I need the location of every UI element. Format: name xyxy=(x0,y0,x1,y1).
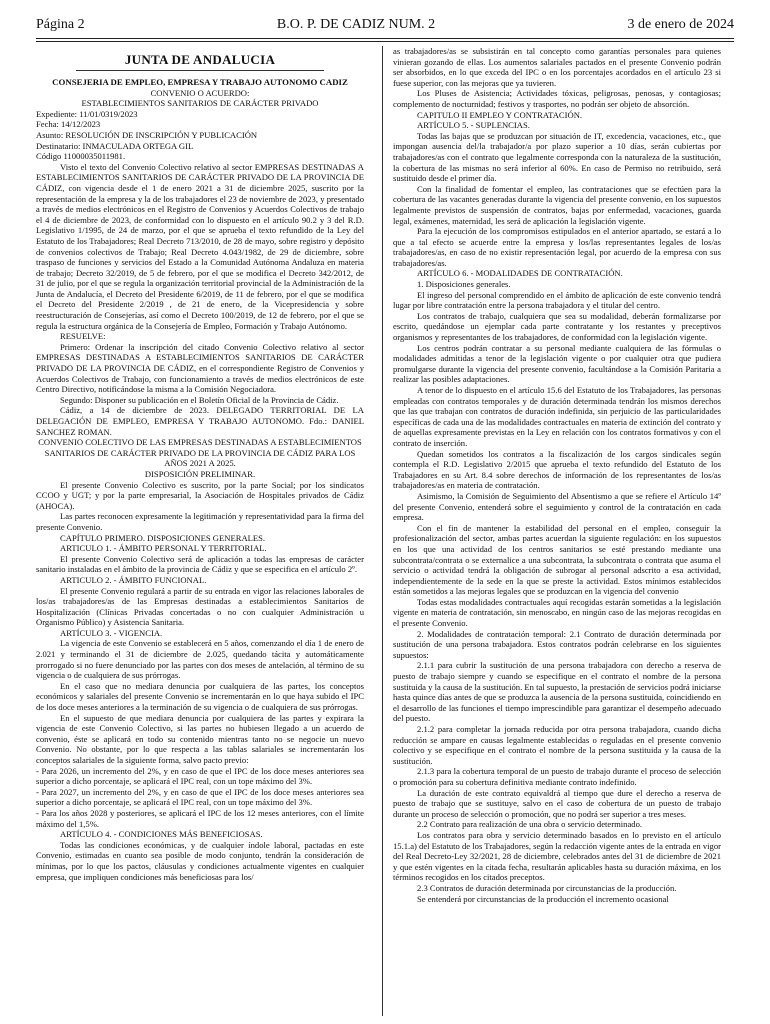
article-heading: ARTICULO 2. - ÁMBITO FUNCIONAL. xyxy=(60,574,207,585)
left-column xyxy=(36,46,364,882)
paragraph: El presente Convenio regulará a partir de su entrada en vigor las relaciones laborales de los/as trabajadores/as de las Empresas destinadas a establecimientos Sanitarios de Hospitalización (Clínicas Privadas concertadas o no con cualquier Administración u Organismo Público) y Asistencia Sanitaria. xyxy=(36,585,364,628)
meta-line: Expediente: 11/01/0319/2023 xyxy=(36,108,138,119)
convenio-label: CONVENIO O ACUERDO: xyxy=(150,87,250,98)
paragraph: Los contratos de trabajo, cualquiera que sea su modalidad, deberán formalizarse por escrito, quedándose un ejemplar cada parte contratante y los restantes y preceptivos organismos y representantes de los trabajadores, de conformidad con la legislación vigente. xyxy=(393,310,721,343)
subheading: 1. Disposiciones generales. xyxy=(417,279,511,290)
right-column xyxy=(393,46,721,904)
paragraph: Todas estas modalidades contractuales aquí recogidas estarán sometidas a la legislación vigente en materia de contratación, sin menoscabo, en ningún caso de las mejoras recogidas en el presente Convenio. xyxy=(393,596,721,629)
paragraph: Asimismo, la Comisión de Seguimiento del Absentismo a que se refiere el Artículo 14º del presente Convenio, entenderá sobre el seguimiento y control de la contratación en cada empresa. xyxy=(393,490,721,523)
ministry-heading: CONSEJERIA DE EMPLEO, EMPRESA Y TRABAJO AUTONOMO CADIZ xyxy=(52,77,348,87)
paragraph: 2. Modalidades de contratación temporal: 2.1 Contrato de duración determinada por sustitución de una persona trabajadora. Estos contratos podrán celebrarse en los siguientes supuestos: xyxy=(393,628,721,660)
list-item: - Para 2026, un incremento del 2%, y en caso de que el IPC de los doce meses anteriores sea superior a dicho porcentaje, se aplicará el IPC real, con un tope máximo del 3%. xyxy=(36,765,364,787)
paragraph: Los Pluses de Asistencia; Actividades tóxicas, peligrosas, penosas, y contagiosas; complemento de nocturnidad; festivos y trasportes, no podrán ser objeto de absorción. xyxy=(393,88,721,109)
chapter-heading: CAPÍTULO PRIMERO. DISPOSICIONES GENERALES. xyxy=(60,532,266,543)
article-heading: ARTÍCULO 6. - MODALIDADES DE CONTRATACIÓN. xyxy=(417,268,623,279)
list-item: - Para los años 2028 y posteriores, se aplicará el IPC de los 12 meses anteriores, con el límite máximo del 1,5%. xyxy=(36,807,364,829)
paragraph: Las partes reconocen expresamente la legitimación y representatividad para la firma del presente Convenio. xyxy=(36,511,364,532)
disposicion-heading: DISPOSICIÓN PRELIMINAR. xyxy=(144,468,256,479)
establishment-heading: ESTABLECIMIENTOS SANITARIOS DE CARÁCTER PRIVADO xyxy=(81,98,319,109)
signature-line: Cádiz, a 14 de diciembre de 2023. DELEGADO TERRITORIAL DE LA DELEGACIÓN DE EMPLEO, EMPRESA Y TRABAJO AUTONOMO. Fdo.: DANIEL SANCHEZ ROMAN. xyxy=(36,405,364,437)
meta-line: Código 11000035011981. xyxy=(36,151,126,162)
paragraph: Con el fin de mantener la estabilidad del personal en el empleo, conseguir la profesionalización del sector, ambas partes acuerdan la siguiente regulación: en los supuestos en los que una actividad de los centros sanitarios se esté prestando mediante una subcontrata/contrata o se externalice a una subcontrata, la subcontrata o contrata que asuma el servicio o actividad tendrá la obligación de subrogar al personal adscrito a esa actividad, independientemente de la sede en la que se preste la actividad. Estos mínimos establecidos están sometidos a las mejoras legales que se produzcan en la vigencia del convenio xyxy=(393,522,721,597)
paragraph: La duración de este contrato equivaldrá al tiempo que dure el derecho a reserva de puesto de trabajo que se sustituye, salvo en el caso de cobertura de un puesto de trabajo durante un proceso de selección o promoción, que no podrá ser superior a tres meses. xyxy=(393,787,721,819)
paragraph: Se entenderá por circunstancias de la producción el incremento ocasional xyxy=(417,893,669,904)
paragraph: 2.1.3 para la cobertura temporal de un puesto de trabajo durante el proceso de selección o promoción para su cobertura definitiva mediante contrato indefinido. xyxy=(393,766,721,787)
meta-line: Asunto: RESOLUCIÓN DE INSCRIPCIÓN Y PUBLICACIÓN xyxy=(36,129,258,140)
page-number: Página 2 xyxy=(36,17,85,32)
paragraph: Todas las bajas que se produzcan por situación de IT, excedencia, vacaciones, etc., que impongan ausencia del/la trabajador/a por plazo superior a 10 días, serán cubiertas por trabajadores/as con el contrato que legalmente corresponda con la naturaleza de la sustitución, la cobertura de las mismas no será inferior al 60%. En caso de Permiso no retribuido, será sustituido desde el primer día. xyxy=(393,130,721,184)
paragraph: Para la ejecución de los compromisos estipulados en el anterior apartado, se estará a lo que a tal efecto se acuerde entre la empresa y los/las representantes legales de los/as trabajadores/as, en caso de no existir representación legal, por acuerdo de la empresa con sus trabajadores/as. xyxy=(393,226,721,268)
article-heading: ARTICULO 1. - ÁMBITO PERSONAL Y TERRITORIAL. xyxy=(60,543,267,554)
paragraph: 2.1.1 para cubrir la sustitución de una persona trabajadora con derecho a reserva de puesto de trabajo siempre y cuando se especifique en el contrato el nombre de la persona sustituida y la causa de la sustitución. En tal supuesto, la prestación de servicios podrá iniciarse hasta quince días antes de que se produzca la ausencia de la persona sustituida, coincidiendo en el desarrollo de las funciones el tiempo imprescindible para garantizar el desempeño adecuado del puesto. xyxy=(393,660,721,724)
article-heading: ARTÍCULO 5. - SUPLENCIAS. xyxy=(417,120,530,131)
paragraph: A tenor de lo dispuesto en el artículo 15.6 del Estatuto de los Trabajadores, las personas empleadas con contratos temporales y de duración determinada tendrán los mismos derechos que las que trabajan con contratos de duración indefinida, sin perjuicio de las particularidades específicas de cada una de las modalidades contractuales en materia de extinción del contrato y de aquellas expresamente previstas en la Ley en relación con los contratos formativos y con el contrato de inserción. xyxy=(393,385,721,448)
paragraph: Primero: Ordenar la inscripción del citado Convenio Colectivo relativo al sector EMPRESAS DESTINADAS A ESTABLECIMIENTOS SANITARIOS DE CARÁCTER PRIVADO DE LA PROVINCIA DE CÁDIZ, en el correspondiente Registro de Convenios y Acuerdos Colectivos de Trabajo, con funcionamiento a través de medios electrónicos de este Centro Directivo, notificándose la misma a la Comisión Negociadora. xyxy=(36,341,364,395)
publication-title: B.O. P. DE CADIZ NUM. 2 xyxy=(276,17,436,32)
paragraph: Todas las condiciones económicas, y de cualquier índole laboral, pactadas en este Convenio, estimadas en cuanto sea posible de modo conjunto, tendrán la consideración de mínimas, por lo que los pactos, cláusulas y condiciones actualmente vigentes en cualquier empresa, que impliquen condiciones más beneficiosas para los/ xyxy=(36,839,364,882)
resuelve-heading: RESUELVE: xyxy=(60,331,106,342)
paragraph: En el supuesto de que mediara denuncia por cualquiera de las partes y expirara la vigencia de este Convenio Colectivo, si las partes no hubiesen llegado a un acuerdo de convenio, éste se aplicará en todo su contenido mientras tanto no se negocie un nuevo Convenio. No obstante, por lo que respecta a las tablas salariales se incrementarán los conceptos salariales de la siguiente forma, salvo pacto previo: xyxy=(36,712,364,765)
section-title: JUNTA DE ANDALUCIA xyxy=(124,52,276,67)
record-metadata xyxy=(36,109,364,162)
meta-line: Fecha: 14/12/2023 xyxy=(36,119,101,130)
subheading: 2.2 Contrato para realización de una obra o servicio determinado. xyxy=(417,819,643,830)
paragraph: La vigencia de este Convenio se establecerá en 5 años, comenzando el día 1 de enero de 2.021 y terminando el 31 de diciembre de 2.025, quedando tácita y automáticamente prorrogado si no fuere denunciado por las partes con dos meses de antelación, al término de su vigencia o de cualquiera de sus prórrogas. xyxy=(36,638,364,681)
list-item: - Para 2027, un incremento del 2%, y en caso de que el IPC de los doce meses anteriores sea superior a dicho porcentaje, se aplicará el IPC real, con un tope máximo del 3%. xyxy=(36,786,364,808)
paragraph: El ingreso del personal comprendido en el ámbito de aplicación de este convenio tendrá lugar por libre contratación entre la persona trabajadora y el titular del centro. xyxy=(393,289,721,311)
header-rule-top xyxy=(36,38,734,39)
paragraph: as trabajadores/as se subsistirán en tal concepto como garantías personales para quienes vinieran gozando de ellas. Los aumentos salariales pactados en el presente Convenio podrán ser absorbidos, en lo que exceda del IPC o en los porcentajes acordados en el artículo 23 si fuese superior, con las mejoras que ya tuvieren. xyxy=(393,46,721,88)
article-heading: ARTÍCULO 3. - VIGENCIA. xyxy=(60,627,163,638)
paragraph: 2.1.2 para completar la jornada reducida por otra persona trabajadora, cuando dicha reducción se ampare en causas legalmente establecidas o reguladas en el presente convenio colectivo y se especifique en el contrato el nombre de la persona sustituida y la causa de la sustitución. xyxy=(393,724,721,766)
paragraph: Los contratos para obra y servicio determinado basados en lo previsto en el artículo 15.1.a) del Estatuto de los Trabajadores, según la redacción vigente antes de la entrada en vigor del Real Decreto-Ley 32/2021, 28 de diciembre, celebrados antes del 31 de diciembre de 2021 y que estén vigentes en la citada fecha, resultarán aplicables hasta su duración máxima, en los términos recogidos en los citados preceptos. xyxy=(393,829,721,883)
article-heading: ARTÍCULO 4. - CONDICIONES MÁS BENEFICIOSAS. xyxy=(60,829,263,840)
paragraph: Con la finalidad de fomentar el empleo, las contrataciones que se efectúen para la cobertura de las vacantes generadas durante la vigencia del presente convenio, en los supuestos legalmente previstos de suspensión de contratos, bajas por enfermedad, vacaciones, guarda legal, exámenes, maternidad, les será de aplicación la legislación vigente. xyxy=(393,183,721,226)
section-rule xyxy=(76,70,324,71)
paragraph: Visto el texto del Convenio Colectivo relativo al sector EMPRESAS DESTINADAS A ESTABLECIMIENTOS SANITARIOS DE CARÁCTER PRIVADO DE LA PROVINCIA DE CÁDIZ, con vigencia desde el 1 de enero 2021 a 31 de diciembre 2025, suscrito por la representación de la empresa y la de los trabajadores el 23 de noviembre de 2023, y presentado a través de medios electrónicos en el Registro de Convenios y Acuerdos Colectivos de trabajo el 4 de diciembre de 2023, de conformidad con lo dispuesto en el artículo 90.2 y 3 del R.D. Legislativo 1/1995, de 24 de marzo, por el que se aprueba el texto refundido de la Ley del Estatuto de los Trabajadores; Real Decreto 713/2010, de 28 de mayo, sobre registro y depósito de convenios colectivos de Trabajo; Real Decreto 4.043/1982, de 29 de diciembre, sobre traspaso de funciones y servicios del Estado a la Comunidad Autónoma Andaluza en materia de trabajo; Decreto 32/2019, de 5 de febrero, por el que se modifica el Decreto 342/2012, de 31 de julio, por el que se regula la organización territorial provincial de la Administración de la Junta de Andalucía, el Decreto del Presidente 6/2019, de 11 de febrero, por el que se modifica el Decreto del Presidente 2/2019 , de 21 de enero, de la Vicepresidencia y sobre reestructuración de Consejerías, así como el Decreto 100/2019, de 12 de febrero, por el que se regula la estructura orgánica de la Consejería de Empleo, Formación y Trabajo Autónomo. xyxy=(36,161,364,331)
column-divider xyxy=(382,46,383,1016)
paragraph: El presente Convenio Colectivo es suscrito, por la parte Social; por los sindicatos CCOO y UGT; y por la parte empresarial, la Asociación de Hospitales privados de Cádiz (AHOCA). xyxy=(36,479,364,511)
page-header xyxy=(36,14,734,36)
paragraph: El presente Convenio Colectivo será de aplicación a todas las empresas de carácter sanitario instaladas en el ámbito de la provincia de Cádiz y que se especifica en el artículo 2º. xyxy=(36,553,364,575)
publication-date: 3 de enero de 2024 xyxy=(627,17,734,32)
chapter-heading: CAPITULO II EMPLEO Y CONTRATACIÓN. xyxy=(417,109,583,120)
convenio-title: CONVENIO COLECTIVO DE LAS EMPRESAS DESTINADAS A ESTABLECIMIENTOS SANITARIOS DE CARÁCTER PRIVADO DE LA PROVINCIA DE CÁDIZ PARA LOS AÑOS 2021 A 2025. xyxy=(38,437,362,469)
paragraph: En el caso que no mediara denuncia por cualquiera de las partes, los conceptos económicos y salariales del presente Convenio se incrementarán en lo que haya subido el IPC de los doce meses anteriores a la terminación de su vigencia o de cualquiera de sus prórrogas. xyxy=(36,680,364,713)
meta-line: Destinatario: INMACULADA ORTEGA GIL xyxy=(36,140,194,151)
paragraph: Segundo: Disponer su publicación en el Boletín Oficial de la Provincia de Cádiz. xyxy=(60,394,339,405)
paragraph: Quedan sometidos los contratos a la fiscalización de los cargos sindicales según contempla el R.D. Legislativo 2/2015 que aprueba el texto refundido del Estatuto de los Trabajadores en su Art. 8.4 sobre derechos de información de los representantes de los/as trabajadores/as en materia de contratación. xyxy=(393,448,721,491)
paragraph: Los centros podrán contratar a su personal mediante cualquiera de las fórmulas o modalidades admitidas a tenor de la legislación vigente o por cualquier otra que pudiera promulgarse durante la vigencia del presente convenio, facultándose a la Comisión Paritaria a realizar las posibles adaptaciones. xyxy=(393,342,721,385)
subheading: 2.3 Contratos de duración determinada por circunstancias de la producción. xyxy=(417,882,677,893)
header-rule-bottom xyxy=(36,41,734,42)
